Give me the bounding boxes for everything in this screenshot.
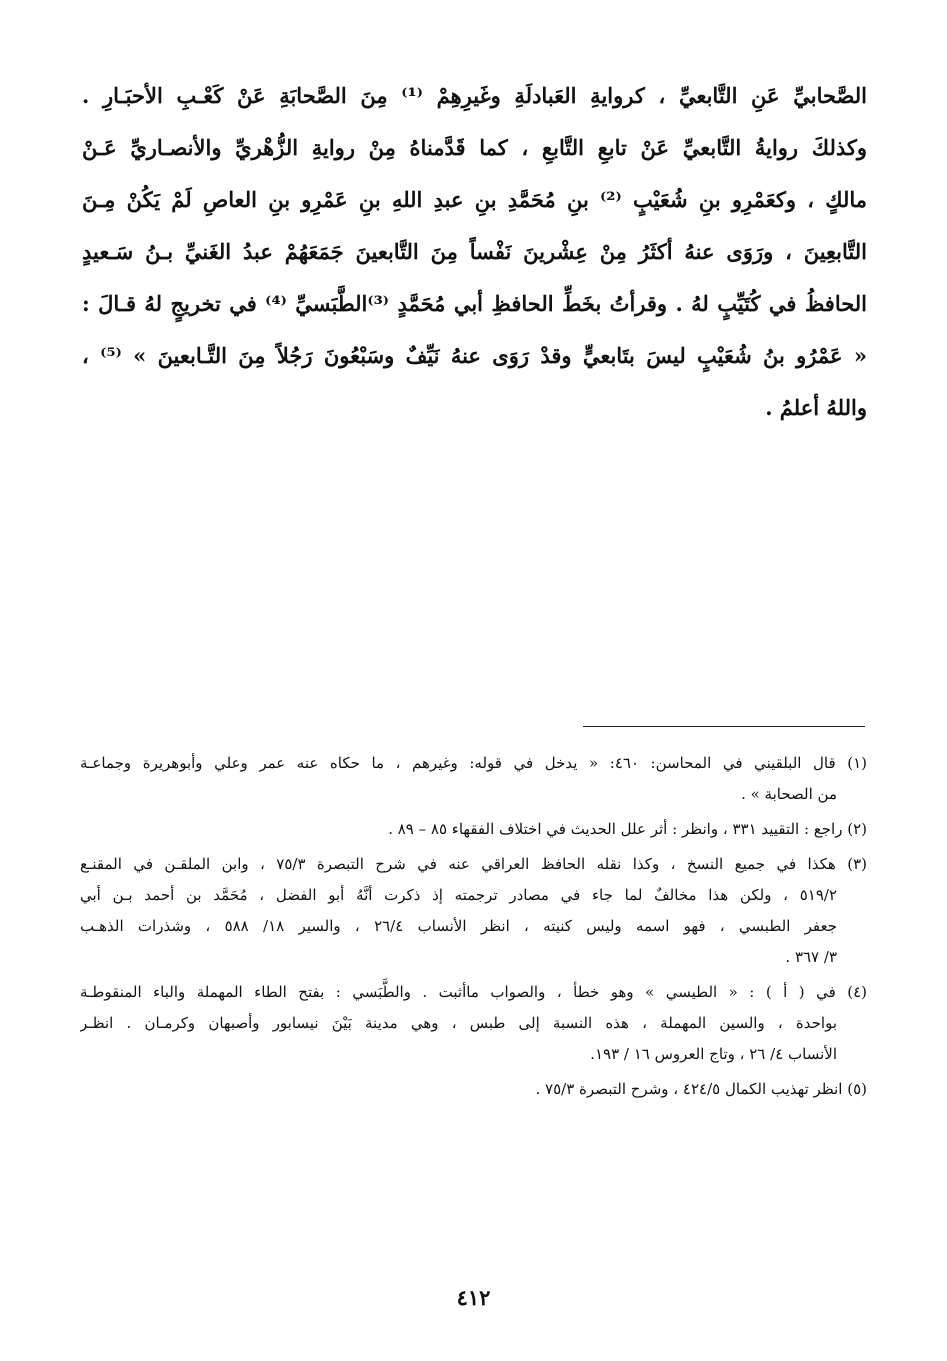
footnote-line: (١) قال البلقيني في المحاسن: ٤٦٠: « يدخل في قوله: وغيرهم ، ما حكاه عنه عمر وعلي وأبوهريرة وجماعـة: [80, 754, 867, 772]
main-text-line: التَّابعِينَ ، ورَوَى عنهُ أكثَرُ مِنْ عِشْرينَ نَفْساً مِنَ التَّابعينَ جَمَعَهُمْ عبدُ الغَنيِّ بـنُ سَـعيدٍ: [82, 239, 867, 264]
footnotes-block: [80, 748, 867, 1109]
main-text-line: وكذلكَ روايةُ التَّابعيِّ عَنْ تابعِ التَّابعِ ، كما قَدَّمناهُ مِنْ روايةِ الزُّهْريِّ والأنصـاريِّ عَـنْ: [82, 135, 867, 160]
main-text-line: واللهُ أعلمُ .: [765, 395, 867, 420]
main-text-line: الصَّحابيِّ عَنِ التَّابعيِّ ، كروايةِ العَبادلَةِ وغَيرِهِمْ ⁽¹⁾ مِنَ الصَّحابَةِ عَنْ كَعْـبِ الأحبَـارِ .: [82, 83, 867, 108]
footnote-line: ٥١٩/٢ ، ولكن هذا مخالفٌ لما جاء في مصادر ترجمته إذ ذكرت أنَّهُ أبو الفضل ، مُحَمَّد بن أحمد بـن أبي: [80, 886, 837, 904]
footnote-line: بواحدة ، والسين المهملة ، هذه النسبة إلى طبس ، وهي مدينة بَيْنَ نيسابور وأصبهان وكرمـان . انظـر: [80, 1014, 837, 1032]
footnote-line: جعفر الطبسي ، فهو اسمه وليس كنيته ، انظر الأنساب ٢٦/٤ ، والسير ١٨/ ٥٨٨ ، وشذرات الذهـب: [80, 917, 838, 935]
footnote-line: من الصحابة » .: [741, 785, 837, 803]
page-number: ٤١٢: [456, 1285, 491, 1310]
main-text-line: مالكٍ ، وكعَمْرِو بنِ شُعَيْبٍ ⁽²⁾ بنِ مُحَمَّدِ بنِ عبدِ اللهِ بنِ عَمْرِو بنِ العاصِ لَمْ يَكُنْ مِـنَ: [82, 187, 867, 212]
footnote-1: [80, 748, 867, 810]
footnote-line: (٣) هكذا في جميع النسخ ، وكذا نقله الحافظ العراقي عنه في شرح التبصرة ٧٥/٣ ، وابن الملقـن في المقنـع: [80, 855, 867, 873]
footnote-5: [80, 1074, 867, 1105]
footnote-line: الأنساب ٤/ ٢٦ ، وتاج العروس ١٦ / ١٩٣.: [590, 1045, 837, 1063]
footnote-line: (٤) في ( أ ) : « الطيسي » وهو خطأ ، والصواب ماأثبت . والطَّبَسي : بفتح الطاء المهملة والباء المنقوطـة: [80, 983, 867, 1001]
main-text-block: [82, 70, 867, 434]
footnote-line: (٢) راجع : التقييد ٣٣١ ، وانظر : أثر علل الحديث في اختلاف الفقهاء ٨٥ – ٨٩ .: [388, 820, 867, 838]
main-text-line: « عَمْرُو بنُ شُعَيْبٍ ليسَ بتَابعيٍّ وقدْ رَوَى عنهُ نَيِّفٌ وسَبْعُونَ رَجُلاً مِنَ التَّـابعينَ » ⁽⁵⁾ ،: [82, 343, 867, 368]
main-text-line: الحافظُ في كُتَيِّبٍ لهُ . وقرأتُ بخَطِّ الحافظِ أبي مُحَمَّدٍ ⁽³⁾الطَّبَسيِّ ⁽⁴⁾ في تخريجٍ لهُ قـالَ :: [82, 291, 867, 316]
footnote-4: [80, 977, 867, 1070]
footnote-line: ٣/ ٣٦٧ .: [785, 948, 837, 966]
footnote-separator: [583, 726, 865, 727]
footnote-2: [80, 814, 867, 845]
footnote-line: (٥) انظر تهذيب الكمال ٤٢٤/٥ ، وشرح التبصرة ٧٥/٣ .: [535, 1080, 867, 1098]
footnote-3: [80, 849, 867, 973]
